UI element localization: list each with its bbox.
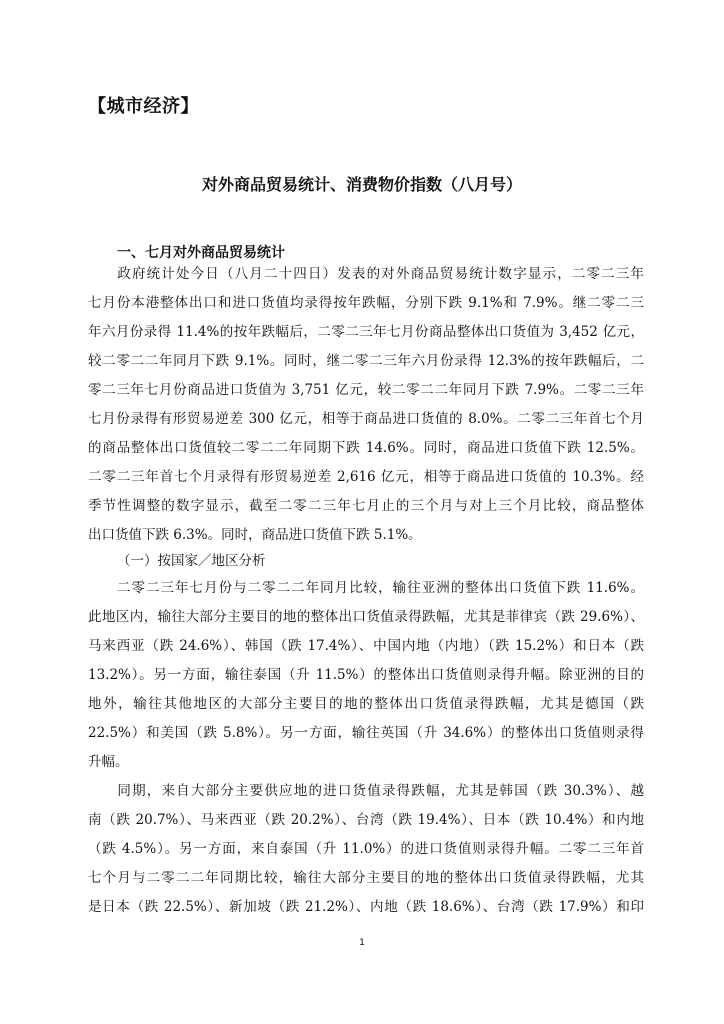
text-line: 年六月份录得 11.4%的按年跌幅后，二零二三年七月份商品整体出口货值为 3,452 亿元， xyxy=(88,324,644,340)
text-line: 较二零二二年同月下跌 9.1%。同时，继二零二三年六月份录得 12.3%的按年跌幅后，二 xyxy=(88,353,644,369)
category-tag: 【城市经济】 xyxy=(88,96,199,117)
section-heading: 一、七月对外商品贸易统计 xyxy=(117,245,285,261)
text-line: 13.2%）。另一方面，输往泰国（升 11.5%）的整体出口货值则录得升幅。除亚洲的目的 xyxy=(88,667,644,683)
text-line: 南（跌 20.7%）、马来西亚（跌 20.2%）、台湾（跌 19.4%）、日本（跌 10.4%）和内地 xyxy=(88,812,644,828)
paragraph-2 xyxy=(88,574,644,777)
text-line: 七个月与二零二二年同期比较，输往大部分主要目的地的整体出口货值录得跌幅，尤其 xyxy=(88,870,644,886)
paragraph-3 xyxy=(88,777,644,922)
paragraph-1 xyxy=(88,260,644,550)
text-line: 同期，来自大部分主要供应地的进口货值录得跌幅，尤其是韩国（跌 30.3%）、越 xyxy=(88,783,644,799)
text-line: 政府统计处今日（八月二十四日）发表的对外商品贸易统计数字显示，二零二三年 xyxy=(88,266,644,282)
text-line: 22.5%）和美国（跌 5.8%）。另一方面，输往英国（升 34.6%）的整体出口货值则录得 xyxy=(88,725,644,741)
document-title: 对外商品贸易统计、消费物价指数（八月号） xyxy=(201,175,522,194)
text-line: 二零二三年七月份与二零二二年同月比较，输往亚洲的整体出口货值下跌 11.6%。 xyxy=(88,580,644,596)
text-line: 七月份录得有形贸易逆差 300 亿元，相等于商品进口货值的 8.0%。二零二三年首七个月 xyxy=(88,411,644,427)
text-line: 地外，输往其他地区的大部分主要目的地的整体出口货值录得跌幅，尤其是德国（跌 xyxy=(88,696,644,712)
text-line: 升幅。 xyxy=(88,754,129,770)
text-line: （跌 4.5%）。另一方面，来自泰国（升 11.0%）的进口货值则录得升幅。二零二三年首 xyxy=(88,841,644,857)
text-line: 是日本（跌 22.5%）、新加坡（跌 21.2%）、内地（跌 18.6%）、台湾（跌 17.9%）和印 xyxy=(88,899,644,915)
text-line: 的商品整体出口货值较二零二二年同期下跌 14.6%。同时，商品进口货值下跌 12.5%。 xyxy=(88,440,644,456)
page-number: 1 xyxy=(359,938,365,948)
text-line: 季节性调整的数字显示，截至二零二三年七月止的三个月与对上三个月比较，商品整体 xyxy=(88,498,644,514)
text-line: 七月份本港整体出口和进口货值均录得按年跌幅，分别下跌 9.1%和 7.9%。继二零二三 xyxy=(88,295,644,311)
text-line: 零二三年七月份商品进口货值为 3,751 亿元，较二零二二年同月下跌 7.9%。二零二三年 xyxy=(88,382,644,398)
text-line: 马来西亚（跌 24.6%）、韩国（跌 17.4%）、中国内地（内地）（跌 15.2%）和日本（跌 xyxy=(88,638,644,654)
subheading: （一）按国家／地区分析 xyxy=(117,553,266,569)
text-line: 出口货值下跌 6.3%。同时，商品进口货值下跌 5.1%。 xyxy=(88,527,422,543)
text-line: 二零二三年首七个月录得有形贸易逆差 2,616 亿元，相等于商品进口货值的 10.3%。经 xyxy=(88,469,644,485)
text-line: 此地区内，输往大部分主要目的地的整体出口货值录得跌幅，尤其是菲律宾（跌 29.6%）、 xyxy=(88,609,644,625)
